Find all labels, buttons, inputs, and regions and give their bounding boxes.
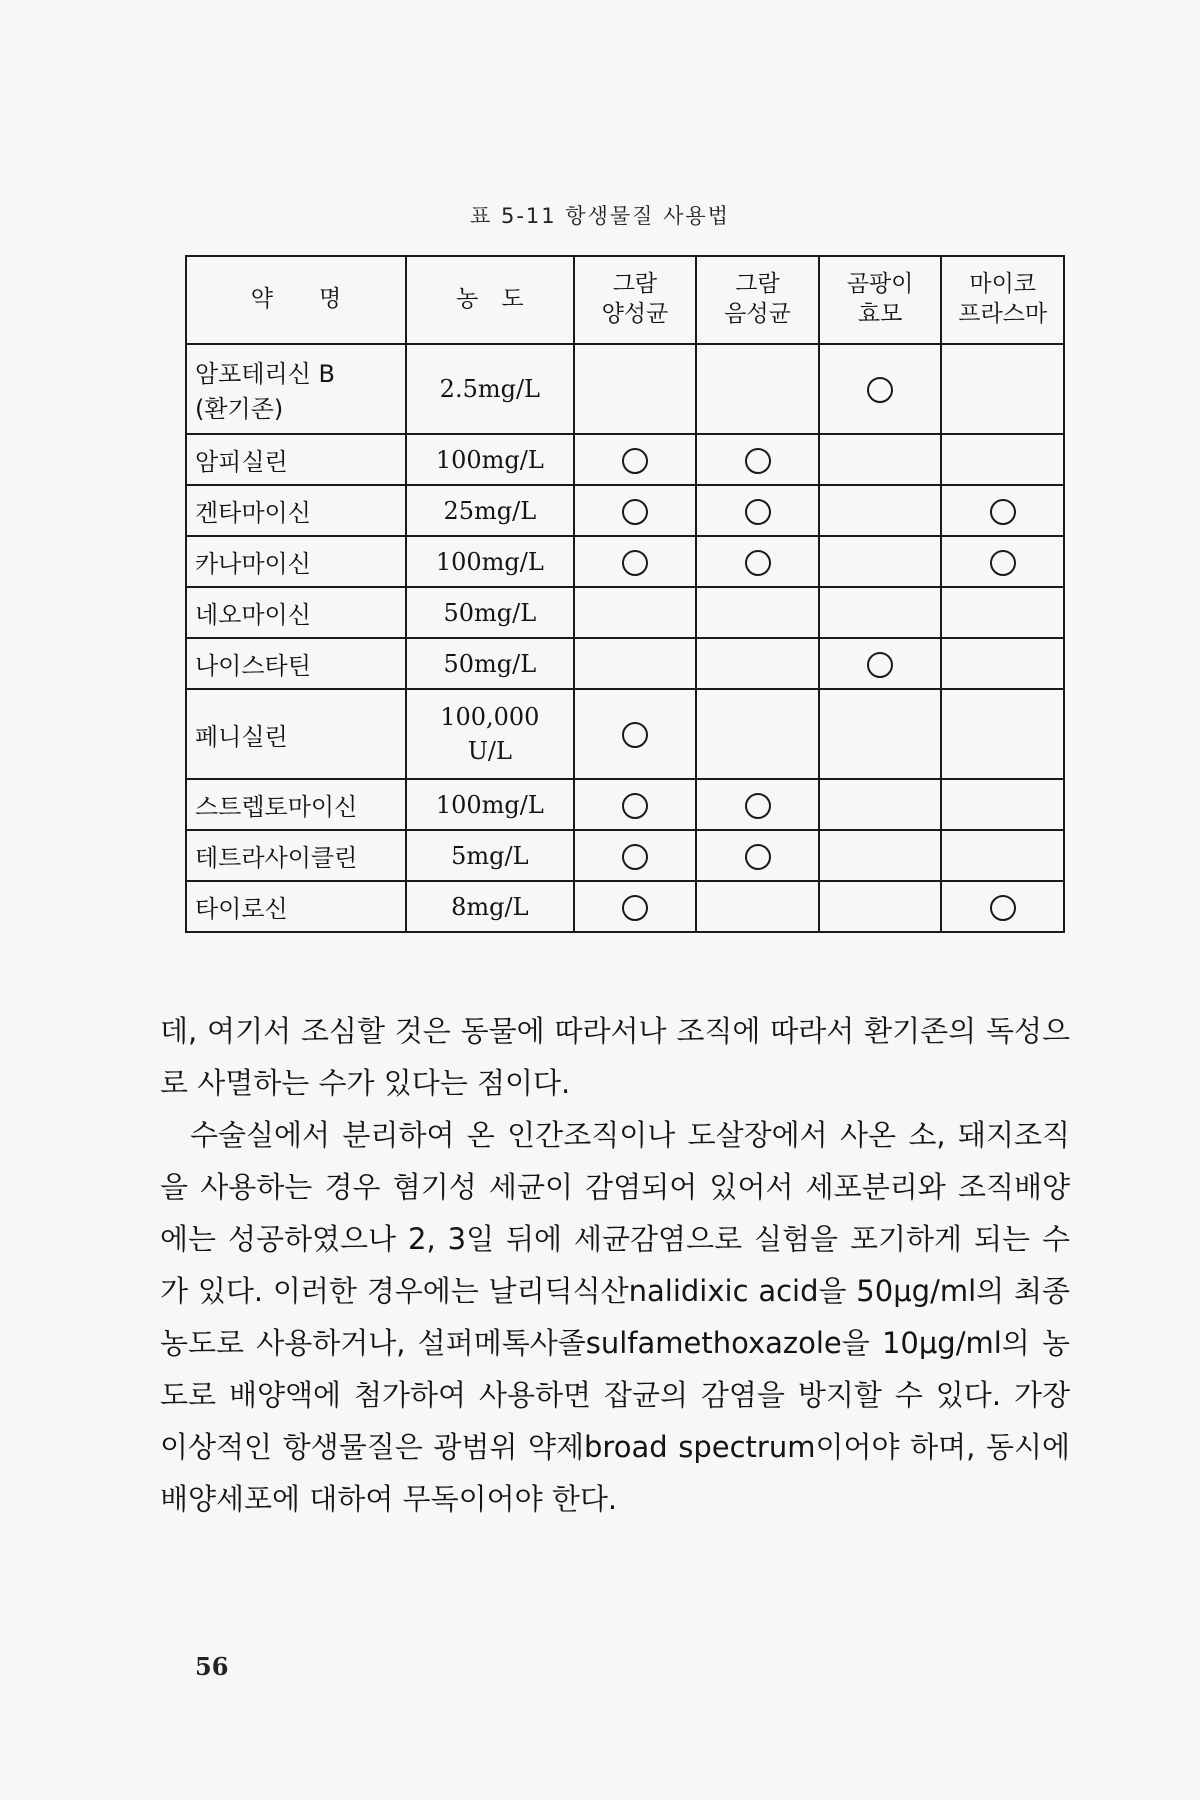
- concentration-cell: [406, 779, 574, 830]
- drug-name-cell: [186, 638, 406, 689]
- concentration-cell-text: U/L: [467, 737, 512, 765]
- drug-name-cell: [186, 689, 406, 779]
- applicable-circle-icon: [622, 793, 648, 819]
- paragraph-2: 수술실에서 분리하여 온 인간조직이나 도살장에서 사온 소, 돼지조직을 사용하는 경우 혐기성 세균이 감염되어 있어서 세포분리와 조직배양에는 성공하였으나 2, 3일 뒤에 세균감염으로 실험을 포기하게 되는 수가 있다. 이러한 경우에는 날리딕식산nalidixic acid을 50μg/ml의 최종농도로 사용하거나, 설퍼메톡사졸sulfamethoxazole을 10μg/ml의 농도로 배양액에 첨가하여 사용하면 잡균의 감염을 방지할 수 있다. 가장 이상적인 항생물질은 광범위 약제broad spectrum이어야 하며, 동시에 배양세포에 대하여 무독이어야 한다.: [160, 1118, 1070, 1516]
- header-text-line: 프라스마: [958, 301, 1048, 327]
- table-row: [186, 779, 1064, 830]
- concentration-cell: [406, 638, 574, 689]
- applicable-circle-icon: [745, 844, 771, 870]
- mark-cell-gram-negative: [696, 434, 819, 485]
- applicable-circle-icon: [745, 499, 771, 525]
- drug-name-cell: [186, 881, 406, 932]
- table-caption: 표 5-11 항생물질 사용법: [470, 204, 730, 228]
- concentration-cell: [406, 344, 574, 434]
- header-gram-positive: [574, 256, 697, 344]
- mark-cell-mycoplasma: [941, 830, 1064, 881]
- concentration-cell-text: 100mg/L: [435, 445, 544, 474]
- applicable-circle-icon: [745, 448, 771, 474]
- header-text-line: 농 도: [456, 286, 524, 313]
- drug-name-cell-text: 타이로신: [195, 895, 288, 923]
- concentration-cell: [406, 485, 574, 536]
- drug-name-cell: [186, 434, 406, 485]
- applicable-circle-icon: [622, 722, 648, 748]
- table-row: [186, 881, 1064, 932]
- applicable-circle-icon: [622, 550, 648, 576]
- header-fungi-yeast: [819, 256, 942, 344]
- mark-cell-fungi-yeast: [819, 536, 942, 587]
- table-row: [186, 689, 1064, 779]
- concentration-cell: [406, 587, 574, 638]
- mark-cell-gram-negative: [696, 689, 819, 779]
- drug-name-cell: [186, 779, 406, 830]
- drug-name-cell: [186, 536, 406, 587]
- header-mycoplasma: [941, 256, 1064, 344]
- concentration-cell: [406, 830, 574, 881]
- mark-cell-gram-positive: [574, 485, 697, 536]
- header-text-line: 양성균: [601, 301, 669, 327]
- mark-cell-fungi-yeast: [819, 638, 942, 689]
- mark-cell-gram-negative: [696, 881, 819, 932]
- table-row: [186, 638, 1064, 689]
- applicable-circle-icon: [990, 550, 1016, 576]
- applicable-circle-icon: [622, 499, 648, 525]
- drug-name-cell-text: (환기존): [195, 395, 284, 423]
- mark-cell-gram-positive: [574, 779, 697, 830]
- concentration-cell-text: 100mg/L: [435, 790, 544, 819]
- mark-cell-mycoplasma: [941, 587, 1064, 638]
- concentration-cell-text: 50mg/L: [443, 598, 537, 627]
- page-number: 56: [195, 1652, 229, 1681]
- mark-cell-gram-negative: [696, 638, 819, 689]
- header-text-line: 그람: [612, 271, 658, 298]
- table-row: [186, 536, 1064, 587]
- mark-cell-mycoplasma: [941, 536, 1064, 587]
- table-header-row: [186, 256, 1064, 344]
- concentration-cell-text: 100,000: [440, 703, 540, 731]
- antibiotic-usage-table: [185, 255, 1065, 933]
- mark-cell-fungi-yeast: [819, 434, 942, 485]
- mark-cell-fungi-yeast: [819, 779, 942, 830]
- mark-cell-mycoplasma: [941, 779, 1064, 830]
- mark-cell-gram-positive: [574, 689, 697, 779]
- mark-cell-gram-positive: [574, 536, 697, 587]
- header-text-line: 음성균: [724, 301, 791, 327]
- drug-name-cell: [186, 587, 406, 638]
- drug-name-cell-text: 스트렙토마이신: [195, 793, 358, 821]
- header-text-line: 그람: [735, 271, 780, 298]
- applicable-circle-icon: [990, 895, 1016, 921]
- drug-name-cell-text: 테트라사이클린: [195, 844, 358, 872]
- mark-cell-gram-positive: [574, 434, 697, 485]
- applicable-circle-icon: [745, 550, 771, 576]
- concentration-cell-text: 2.5mg/L: [439, 375, 540, 403]
- drug-name-cell-text: 암포테리신 B: [195, 360, 336, 388]
- applicable-circle-icon: [867, 377, 893, 403]
- header-text-line: 마이코: [969, 271, 1037, 298]
- mark-cell-gram-negative: [696, 485, 819, 536]
- mark-cell-fungi-yeast: [819, 881, 942, 932]
- mark-cell-fungi-yeast: [819, 689, 942, 779]
- applicable-circle-icon: [622, 844, 648, 870]
- concentration-cell: [406, 434, 574, 485]
- drug-name-cell-text: 겐타마이신: [195, 499, 311, 527]
- concentration-cell: [406, 881, 574, 932]
- drug-name-cell-text: 암피실린: [195, 448, 288, 476]
- mark-cell-mycoplasma: [941, 881, 1064, 932]
- mark-cell-gram-negative: [696, 779, 819, 830]
- mark-cell-gram-negative: [696, 344, 819, 434]
- concentration-cell: [406, 536, 574, 587]
- mark-cell-mycoplasma: [941, 434, 1064, 485]
- body-text: [160, 1005, 1070, 1525]
- applicable-circle-icon: [867, 652, 893, 678]
- mark-cell-fungi-yeast: [819, 485, 942, 536]
- table-row: [186, 344, 1064, 434]
- applicable-circle-icon: [622, 895, 648, 921]
- table-row: [186, 830, 1064, 881]
- mark-cell-gram-negative: [696, 830, 819, 881]
- mark-cell-gram-negative: [696, 587, 819, 638]
- table-row: [186, 587, 1064, 638]
- table-row: [186, 485, 1064, 536]
- table-row: [186, 434, 1064, 485]
- drug-name-cell-text: 네오마이신: [195, 601, 311, 629]
- mark-cell-gram-positive: [574, 638, 697, 689]
- table-body: [186, 344, 1064, 932]
- mark-cell-fungi-yeast: [819, 830, 942, 881]
- drug-name-cell: [186, 830, 406, 881]
- paragraph-1: 데, 여기서 조심할 것은 동물에 따라서나 조직에 따라서 환기존의 독성으로 사멸하는 수가 있다는 점이다.: [160, 1014, 1070, 1100]
- mark-cell-mycoplasma: [941, 344, 1064, 434]
- mark-cell-mycoplasma: [941, 638, 1064, 689]
- drug-name-cell-text: 카나마이신: [195, 550, 311, 578]
- drug-name-cell: [186, 344, 406, 434]
- mark-cell-gram-positive: [574, 587, 697, 638]
- mark-cell-gram-positive: [574, 344, 697, 434]
- drug-name-cell-text: 나이스타틴: [195, 652, 311, 680]
- mark-cell-gram-positive: [574, 881, 697, 932]
- applicable-circle-icon: [990, 499, 1016, 525]
- concentration-cell-text: 25mg/L: [443, 496, 537, 525]
- mark-cell-mycoplasma: [941, 485, 1064, 536]
- header-gram-negative: [696, 256, 819, 344]
- mark-cell-gram-negative: [696, 536, 819, 587]
- drug-name-cell: [186, 485, 406, 536]
- header-concentration: [406, 256, 574, 344]
- mark-cell-fungi-yeast: [819, 587, 942, 638]
- header-drug-name: [186, 256, 406, 344]
- drug-name-cell-text: 페니실린: [195, 722, 288, 751]
- mark-cell-fungi-yeast: [819, 344, 942, 434]
- header-text-line: 효모: [857, 301, 903, 327]
- concentration-cell-text: 8mg/L: [451, 892, 529, 921]
- concentration-cell: [406, 689, 574, 779]
- applicable-circle-icon: [745, 793, 771, 819]
- header-text-line: 곰팡이: [846, 271, 914, 298]
- concentration-cell-text: 100mg/L: [435, 547, 544, 576]
- header-text-line: 약 명: [250, 286, 342, 313]
- applicable-circle-icon: [622, 448, 648, 474]
- concentration-cell-text: 5mg/L: [451, 841, 529, 870]
- concentration-cell-text: 50mg/L: [443, 649, 537, 678]
- mark-cell-mycoplasma: [941, 689, 1064, 779]
- mark-cell-gram-positive: [574, 830, 697, 881]
